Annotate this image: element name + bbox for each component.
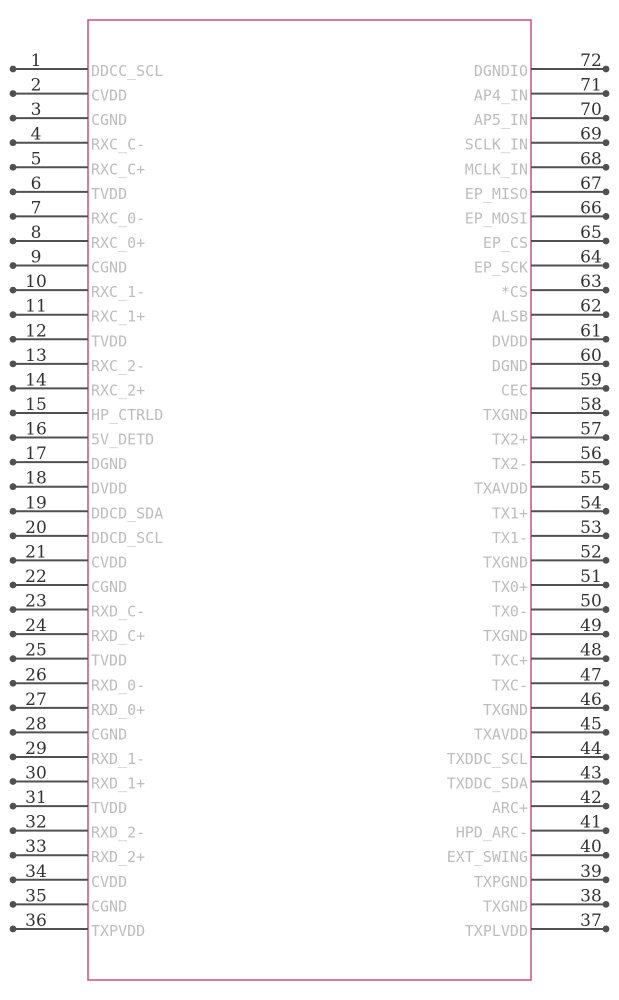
pin-name: TVDD — [91, 651, 128, 670]
pin-name: RXC_C+ — [91, 160, 146, 179]
pin-number: 7 — [30, 198, 42, 219]
pin-number: 43 — [580, 763, 602, 784]
pin-number: 59 — [580, 370, 602, 391]
pin-name: CVDD — [91, 872, 128, 891]
pin-name: DDCD_SDA — [91, 504, 164, 523]
pin-name: TXPLVDD — [464, 921, 528, 940]
pin-number: 47 — [580, 665, 602, 686]
pin-terminal-dot — [603, 680, 610, 687]
pin-name: TXDDC_SCL — [446, 749, 528, 768]
pin-number: 8 — [30, 222, 42, 243]
pin-number: 19 — [25, 493, 47, 514]
pin-number: 1 — [30, 51, 42, 71]
pin-name: TX2- — [491, 455, 528, 474]
pin-terminal-dot — [603, 778, 610, 785]
pin-terminal-dot — [10, 459, 17, 466]
pin-number: 65 — [580, 222, 602, 243]
pin-terminal-dot — [10, 680, 17, 687]
pin-terminal-dot — [10, 164, 17, 171]
pin-number: 10 — [25, 272, 47, 293]
pin-name: DGND — [91, 455, 128, 474]
pin-name: CGND — [91, 258, 128, 277]
pin-terminal-dot — [603, 704, 610, 711]
pin-name: TXGND — [482, 553, 528, 572]
pin-name: TVDD — [91, 332, 128, 351]
pin-number: 67 — [580, 173, 602, 194]
pin-number: 25 — [25, 640, 47, 661]
pin-terminal-dot — [603, 532, 610, 539]
pin-terminal-dot — [10, 532, 17, 539]
pin-number: 60 — [580, 345, 602, 366]
pin-terminal-dot — [603, 827, 610, 834]
pin-name: ARC+ — [491, 799, 528, 818]
pin-terminal-dot — [603, 606, 610, 613]
pin-name: RXC_1+ — [91, 307, 146, 326]
pin-terminal-dot — [10, 631, 17, 638]
pin-terminal-dot — [603, 238, 610, 245]
pin-name: MCLK_IN — [464, 160, 528, 179]
pin-number: 39 — [580, 861, 602, 882]
pin-number: 56 — [580, 444, 602, 465]
pin-name: DDCC_SCL — [91, 62, 164, 80]
pin-terminal-dot — [10, 606, 17, 613]
pin-number: 20 — [25, 517, 47, 538]
pin-terminal-dot — [10, 188, 17, 195]
pin-name: TXGND — [482, 897, 528, 916]
pin-number: 15 — [25, 394, 47, 415]
pin-name: HP_CTRLD — [91, 405, 164, 424]
pin-name: TXC+ — [491, 651, 528, 670]
pin-name: RXC_0+ — [91, 233, 146, 252]
pin-name: RXD_1+ — [91, 774, 146, 793]
pin-name: RXC_1- — [91, 283, 146, 302]
pin-name: RXD_1- — [91, 749, 146, 768]
pin-number: 35 — [25, 886, 47, 907]
pin-number: 14 — [25, 370, 47, 391]
pin-terminal-dot — [10, 926, 17, 933]
pin-number: 12 — [25, 321, 47, 342]
pin-number: 50 — [580, 591, 602, 612]
pin-terminal-dot — [10, 410, 17, 417]
pin-number: 58 — [580, 394, 602, 415]
pin-number: 71 — [580, 75, 602, 96]
pin-terminal-dot — [10, 139, 17, 146]
pin-terminal-dot — [10, 704, 17, 711]
pin-terminal-dot — [10, 827, 17, 834]
pin-terminal-dot — [10, 852, 17, 859]
pin-name: EP_SCK — [473, 258, 528, 277]
pin-name: RXC_2+ — [91, 381, 146, 400]
pin-terminal-dot — [603, 287, 610, 294]
pin-name: RXD_C- — [91, 602, 146, 621]
pin-number: 16 — [25, 419, 47, 440]
pin-number: 66 — [580, 198, 602, 219]
pin-number: 40 — [580, 837, 602, 858]
pin-number: 69 — [580, 124, 602, 145]
pin-name: TXGND — [482, 627, 528, 646]
pin-name: DVDD — [91, 479, 128, 498]
pin-terminal-dot — [603, 631, 610, 638]
pin-terminal-dot — [603, 803, 610, 810]
pin-name: AP5_IN — [473, 111, 528, 130]
pin-terminal-dot — [10, 262, 17, 269]
pin-name: EP_MISO — [464, 184, 528, 203]
pin-number: 29 — [25, 738, 47, 759]
pin-number: 2 — [30, 75, 42, 96]
pin-name: CGND — [91, 111, 128, 130]
pin-terminal-dot — [603, 115, 610, 122]
pin-name: RXD_0- — [91, 676, 146, 695]
pin-number: 46 — [580, 689, 602, 710]
pin-number: 52 — [580, 542, 602, 563]
pin-terminal-dot — [10, 729, 17, 736]
pin-number: 53 — [580, 517, 602, 538]
pin-terminal-dot — [603, 410, 610, 417]
pin-number: 42 — [580, 788, 602, 809]
pin-terminal-dot — [603, 336, 610, 343]
pin-name: CGND — [91, 577, 128, 596]
pin-terminal-dot — [603, 385, 610, 392]
pin-number: 62 — [580, 296, 602, 317]
pin-terminal-dot — [10, 287, 17, 294]
pin-terminal-dot — [603, 213, 610, 220]
pin-number: 38 — [580, 886, 602, 907]
pin-number: 61 — [580, 321, 602, 342]
pin-name: TX0- — [491, 602, 528, 621]
pin-name: DDCD_SCL — [91, 528, 164, 547]
pin-name: RXC_C- — [91, 135, 146, 154]
pin-terminal-dot — [603, 459, 610, 466]
pin-name: RXC_0- — [91, 209, 146, 228]
pin-number: 34 — [25, 861, 47, 882]
pin-number: 44 — [580, 738, 602, 759]
pin-number: 33 — [25, 837, 47, 858]
pin-number: 26 — [25, 665, 47, 686]
pin-terminal-dot — [10, 66, 17, 73]
pin-terminal-dot — [603, 164, 610, 171]
pin-terminal-dot — [603, 311, 610, 318]
pin-number: 57 — [580, 419, 602, 440]
pin-terminal-dot — [603, 66, 610, 73]
pin-name: ALSB — [491, 307, 528, 326]
pin-name: CGND — [91, 897, 128, 916]
pin-number: 31 — [25, 788, 47, 809]
pin-terminal-dot — [603, 188, 610, 195]
pin-name: TX0+ — [491, 577, 528, 596]
pin-name: *CS — [500, 283, 528, 302]
pin-number: 24 — [25, 616, 47, 637]
pin-name: EP_MOSI — [464, 209, 528, 228]
pin-terminal-dot — [603, 582, 610, 589]
pin-name: TX1+ — [491, 504, 528, 523]
right-pin-group — [447, 51, 610, 940]
pin-number: 49 — [580, 616, 602, 637]
pin-name: TXAVDD — [473, 479, 528, 498]
pin-name: EXT_SWING — [446, 848, 528, 867]
pin-terminal-dot — [10, 754, 17, 761]
pin-name: CVDD — [91, 553, 128, 572]
pin-name: HPD_ARC- — [455, 823, 528, 842]
pin-name: DVDD — [491, 332, 528, 351]
pin-number: 70 — [580, 100, 602, 121]
pin-name: CEC — [500, 381, 528, 400]
pin-number: 63 — [580, 272, 602, 293]
pin-terminal-dot — [10, 557, 17, 564]
pin-terminal-dot — [10, 336, 17, 343]
pin-number: 54 — [580, 493, 602, 514]
pin-name: CVDD — [91, 86, 128, 105]
pin-terminal-dot — [603, 434, 610, 441]
pin-name: RXD_C+ — [91, 627, 146, 646]
pin-terminal-dot — [603, 360, 610, 367]
pin-name: DGNDIO — [473, 62, 528, 80]
pin-name: TVDD — [91, 799, 128, 818]
pin-number: 37 — [580, 910, 602, 931]
pin-number: 3 — [30, 100, 42, 121]
pin-terminal-dot — [10, 90, 17, 97]
pin-terminal-dot — [603, 926, 610, 933]
pin-name: TX2+ — [491, 430, 528, 449]
pin-terminal-dot — [603, 655, 610, 662]
pin-number: 21 — [25, 542, 47, 563]
pin-terminal-dot — [10, 778, 17, 785]
pin-terminal-dot — [603, 557, 610, 564]
pin-name: TXGND — [482, 405, 528, 424]
pin-terminal-dot — [10, 115, 17, 122]
pin-name: TXAVDD — [473, 725, 528, 744]
pin-number: 55 — [580, 468, 602, 489]
pin-terminal-dot — [603, 852, 610, 859]
pin-name: RXD_2+ — [91, 848, 146, 867]
pin-name: TVDD — [91, 184, 128, 203]
pin-name: CGND — [91, 725, 128, 744]
pin-name: RXD_2- — [91, 823, 146, 842]
pin-terminal-dot — [603, 901, 610, 908]
pin-number: 36 — [25, 910, 47, 931]
pin-number: 64 — [580, 247, 602, 268]
pin-terminal-dot — [10, 360, 17, 367]
pin-number: 48 — [580, 640, 602, 661]
pin-number: 72 — [580, 51, 602, 71]
pin-name: 5V_DETD — [91, 430, 155, 449]
pin-number: 45 — [580, 714, 602, 735]
pin-terminal-dot — [603, 876, 610, 883]
pin-terminal-dot — [603, 483, 610, 490]
pin-name: EP_CS — [482, 233, 528, 252]
pin-name: DGND — [491, 356, 528, 375]
pin-number: 6 — [30, 173, 42, 194]
pin-number: 41 — [580, 812, 602, 833]
pin-terminal-dot — [10, 901, 17, 908]
pin-name: SCLK_IN — [464, 135, 528, 154]
pin-terminal-dot — [603, 508, 610, 515]
pin-name: TXGND — [482, 700, 528, 719]
pin-name: TXDDC_SDA — [446, 774, 528, 793]
pin-terminal-dot — [10, 213, 17, 220]
pin-terminal-dot — [603, 262, 610, 269]
pin-terminal-dot — [10, 311, 17, 318]
pin-number: 17 — [25, 444, 47, 465]
pin-name: TXPGND — [473, 872, 528, 891]
pin-terminal-dot — [10, 385, 17, 392]
pin-name: AP4_IN — [473, 86, 528, 105]
pin-terminal-dot — [10, 655, 17, 662]
pin-number: 51 — [580, 566, 602, 587]
pin-terminal-dot — [603, 139, 610, 146]
pin-terminal-dot — [603, 90, 610, 97]
pin-terminal-dot — [10, 238, 17, 245]
pin-number: 23 — [25, 591, 47, 612]
pin-terminal-dot — [10, 582, 17, 589]
pin-number: 5 — [30, 149, 42, 170]
pin-terminal-dot — [10, 508, 17, 515]
pin-number: 27 — [25, 689, 47, 710]
pin-terminal-dot — [10, 434, 17, 441]
pin-terminal-dot — [10, 483, 17, 490]
left-pin-group — [10, 51, 164, 940]
pin-number: 22 — [25, 566, 47, 587]
pin-number: 4 — [30, 124, 42, 145]
pin-terminal-dot — [603, 754, 610, 761]
pin-number: 18 — [25, 468, 47, 489]
pin-number: 11 — [25, 296, 47, 317]
pin-name: TXC- — [491, 676, 528, 695]
pin-terminal-dot — [10, 803, 17, 810]
pin-number: 30 — [25, 763, 47, 784]
pin-number: 13 — [25, 345, 47, 366]
pin-number: 28 — [25, 714, 47, 735]
pin-name: RXC_2- — [91, 356, 146, 375]
pin-terminal-dot — [603, 729, 610, 736]
pin-number: 32 — [25, 812, 47, 833]
pin-name: TXPVDD — [91, 921, 146, 940]
pin-name: TX1- — [491, 528, 528, 547]
pin-name: RXD_0+ — [91, 700, 146, 719]
pin-number: 68 — [580, 149, 602, 170]
pin-number: 9 — [30, 247, 42, 268]
pin-terminal-dot — [10, 876, 17, 883]
